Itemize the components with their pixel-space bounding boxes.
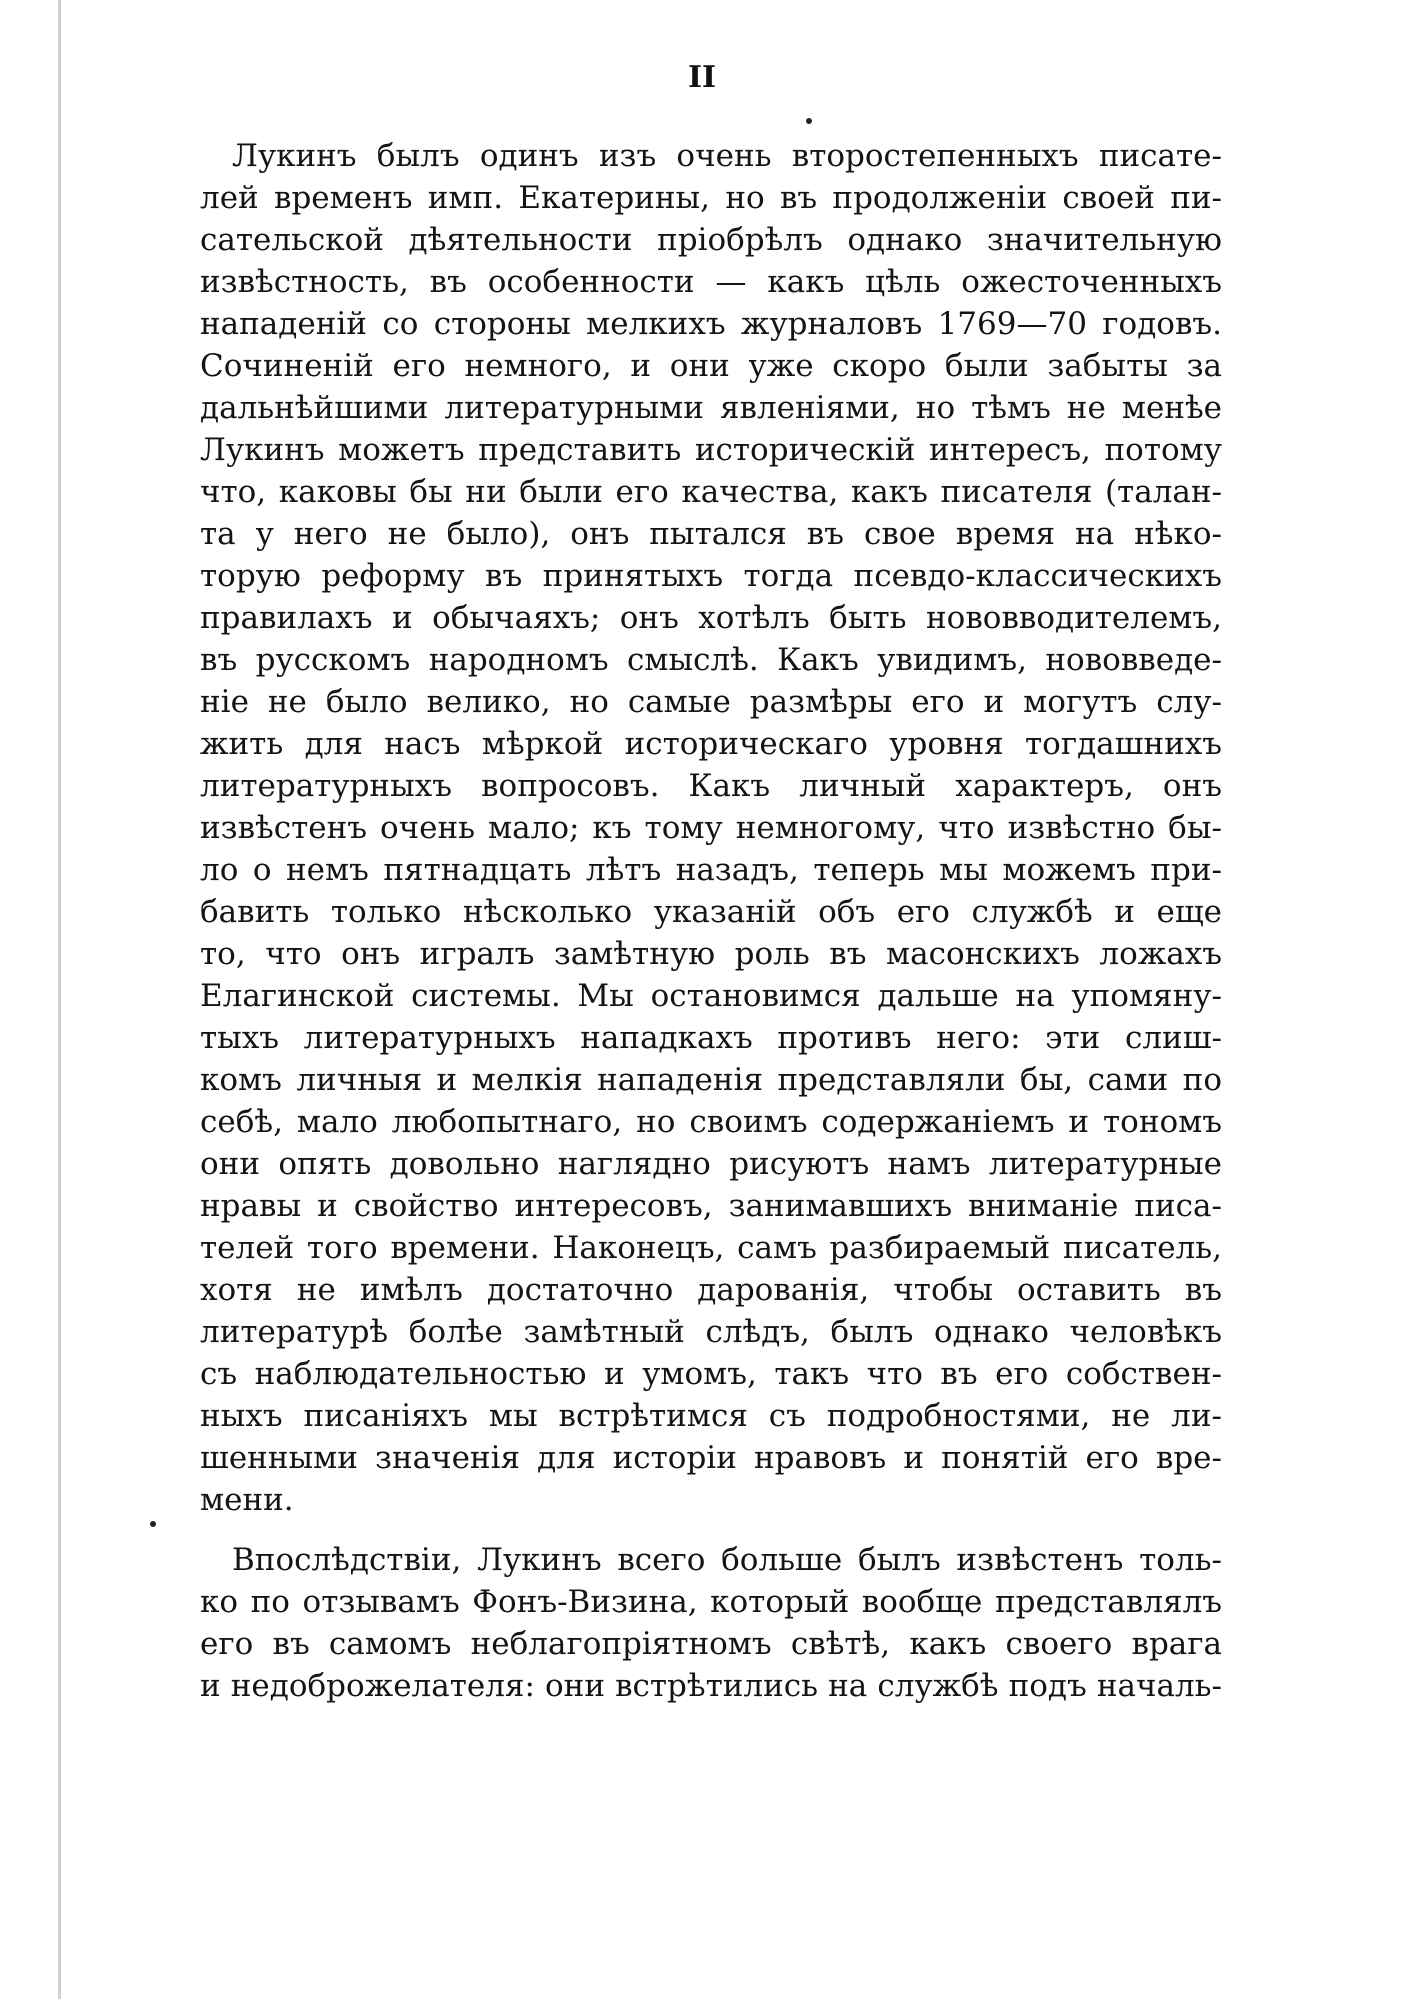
print-speck bbox=[806, 118, 812, 124]
text-line: ко по отзывамъ Фонъ-Визина, который вообще представлялъ bbox=[200, 1584, 1222, 1620]
page-number: II bbox=[687, 60, 717, 95]
text-line: литературныхъ вопросовъ. Какъ личный характеръ, онъ bbox=[200, 768, 1222, 804]
text-line: ныхъ писаніяхъ мы встрѣтимся съ подробностями, не ли- bbox=[200, 1398, 1222, 1434]
text-line: ло о немъ пятнадцать лѣтъ назадъ, теперь мы можемъ при- bbox=[200, 852, 1222, 888]
text-line: литературѣ болѣе замѣтный слѣдъ, былъ однако человѣкъ bbox=[200, 1314, 1222, 1350]
text-line: мени. bbox=[200, 1482, 294, 1518]
page-edge bbox=[58, 0, 61, 1999]
text-line: телей того времени. Наконецъ, самъ разбираемый писатель, bbox=[200, 1230, 1222, 1266]
text-line: себѣ, мало любопытнаго, но своимъ содержаніемъ и тономъ bbox=[200, 1104, 1222, 1140]
text-line: тыхъ литературныхъ нападкахъ противъ него: эти слиш- bbox=[200, 1020, 1222, 1056]
text-line: лей временъ имп. Екатерины, но въ продолженіи своей пи- bbox=[200, 180, 1222, 216]
text-line: Елагинской системы. Мы остановимся дальше на упомяну- bbox=[200, 978, 1222, 1014]
print-speck bbox=[150, 1521, 156, 1527]
text-line: жить для насъ мѣркой историческаго уровня тогдашнихъ bbox=[200, 726, 1222, 762]
text-line: торую реформу въ принятыхъ тогда псевдо-классическихъ bbox=[200, 558, 1222, 594]
text-line: въ русскомъ народномъ смыслѣ. Какъ увидимъ, нововведе- bbox=[200, 642, 1222, 678]
text-line: шенными значенія для исторіи нравовъ и понятій его вре- bbox=[200, 1440, 1222, 1476]
text-line: Сочиненій его немного, и они уже скоро были забыты за bbox=[200, 348, 1222, 384]
text-line: дальнѣйшими литературными явленіями, но тѣмъ не менѣе bbox=[200, 390, 1222, 426]
text-line: нравы и свойство интересовъ, занимавшихъ вниманіе писа- bbox=[200, 1188, 1222, 1224]
text-line: ніе не было велико, но самые размѣры его и могутъ слу- bbox=[200, 684, 1222, 720]
text-line: та у него не было), онъ пытался въ свое время на нѣко- bbox=[200, 516, 1222, 552]
text-line: они опять довольно наглядно рисуютъ намъ литературные bbox=[200, 1146, 1222, 1182]
text-line: правилахъ и обычаяхъ; онъ хотѣлъ быть нововводителемъ, bbox=[200, 600, 1222, 636]
text-line: извѣстенъ очень мало; къ тому немногому, что извѣстно бы- bbox=[200, 810, 1222, 846]
text-line: извѣстность, въ особенности — какъ цѣль ожесточенныхъ bbox=[200, 264, 1222, 300]
text-line: хотя не имѣлъ достаточно дарованія, чтобы оставить въ bbox=[200, 1272, 1222, 1308]
text-line: нападеній со стороны мелкихъ журналовъ 1769—70 годовъ. bbox=[200, 306, 1222, 342]
text-line: Лукинъ можетъ представить историческій интересъ, потому bbox=[200, 432, 1222, 468]
text-line: что, каковы бы ни были его качества, какъ писателя (талан- bbox=[200, 474, 1222, 510]
text-line: то, что онъ игралъ замѣтную роль въ масонскихъ ложахъ bbox=[200, 936, 1222, 972]
text-line: и недоброжелателя: они встрѣтились на службѣ подъ началь- bbox=[200, 1668, 1222, 1704]
text-line: бавить только нѣсколько указаній объ его службѣ и еще bbox=[200, 894, 1222, 930]
text-line: Лукинъ былъ одинъ изъ очень второстепенныхъ писате- bbox=[232, 138, 1222, 174]
text-line: комъ личныя и мелкія нападенія представляли бы, сами по bbox=[200, 1062, 1222, 1098]
text-line: сательской дѣятельности пріобрѣлъ однако значительную bbox=[200, 222, 1222, 258]
text-line: съ наблюдательностью и умомъ, такъ что въ его собствен- bbox=[200, 1356, 1222, 1392]
text-line: Впослѣдствіи, Лукинъ всего больше былъ извѣстенъ толь- bbox=[232, 1542, 1222, 1578]
text-line: его въ самомъ неблагопріятномъ свѣтѣ, какъ своего врага bbox=[200, 1626, 1222, 1662]
